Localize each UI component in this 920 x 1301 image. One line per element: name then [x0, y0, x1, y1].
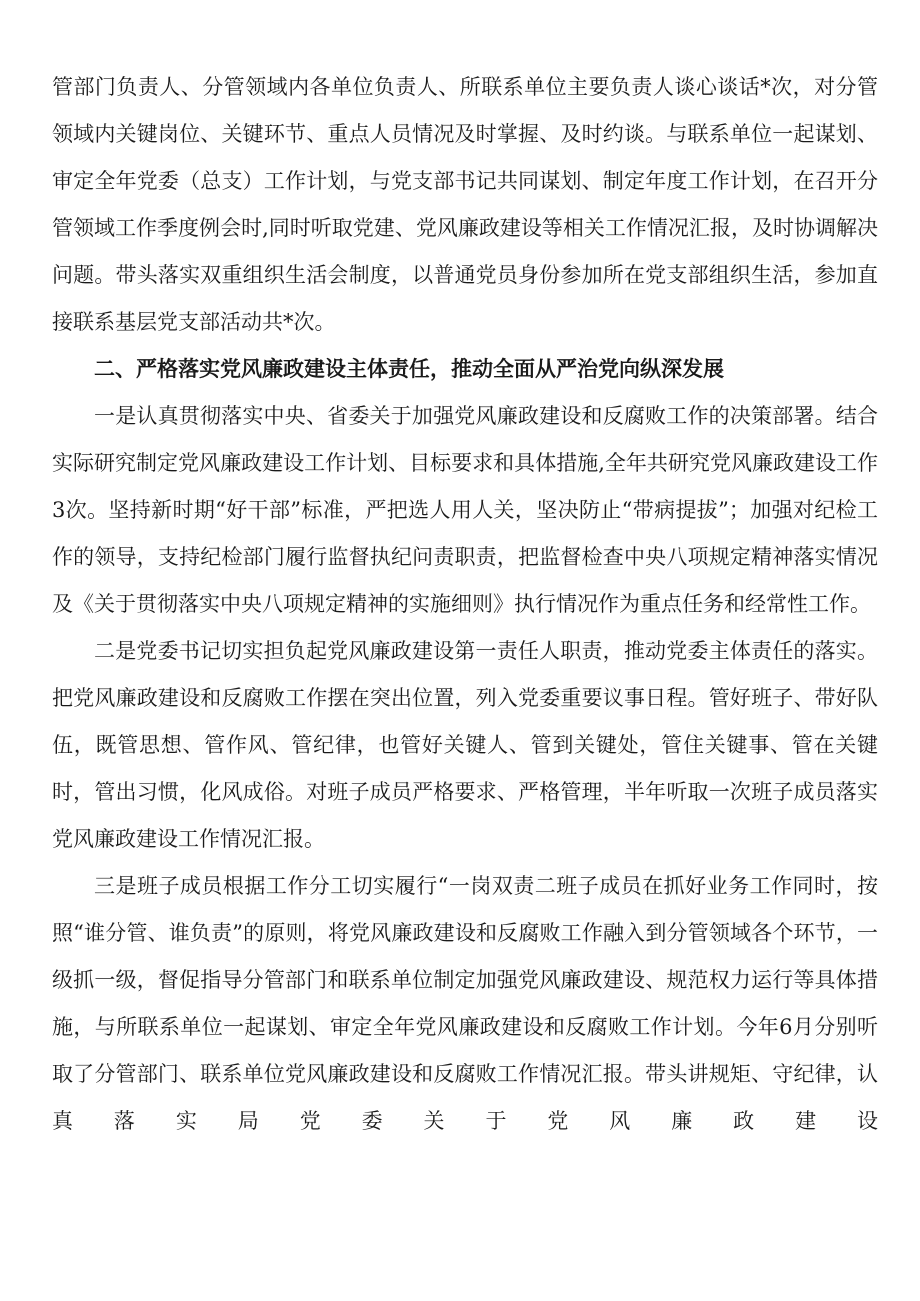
paragraph-continuation: 管部门负责人、分管领域内各单位负责人、所联系单位主要负责人谈心谈话*次，对分管领域内关键岗位、关键环节、重点人员情况及时掌握、及时约谈。与联系单位一起谋划、审定全年党委（总支）工作计划，与党支部书记共同谋划、制定年度工作计划，在召开分管领域工作季度例会时,同时听取党建、党风廉政建设等相关工作情况汇报，及时协调解决问题。带头落实双重组织生活会制度，以普通党员身份参加所在党支部组织生活，参加直接联系基层党支部活动共*次。 — [52, 75, 878, 334]
paragraph-point-three: 三是班子成员根据工作分工切实履行“一岗双责二班子成员在抓好业务工作同时，按照“谁分管、谁负责”的原则，将党风廉政建设和反腐败工作融入到分管领域各个环节，一级抓一级，督促指导分管部门和联系单位制定加强党风廉政建设、规范权力运行等具体措施，与所联系单位一起谋划、审定全年党风廉政建设和反腐败工作计划。今年6月分别听取了分管部门、联系单位党风廉政建设和反腐败工作情况汇报。带头讲规矩、守纪律，认真落实局党委关于党风廉政建设 — [52, 874, 878, 1133]
section-heading: 二、严格落实党风廉政建设主体责任，推动全面从严治党向纵深发展 — [94, 357, 724, 381]
paragraph-point-two: 二是党委书记切实担负起党风廉政建设第一责任人职责，推动党委主体责任的落实。把党风廉政建设和反腐败工作摆在突出位置，列入党委重要议事日程。管好班子、带好队伍，既管思想、管作风、管纪律，也管好关键人、管到关键处，管住关键事、管在关键时，管出习惯，化风成俗。对班子成员严格要求、严格管理，半年听取一次班子成员落实党风廉政建设工作情况汇报。 — [52, 639, 878, 851]
paragraph-point-one: 一是认真贯彻落实中央、省委关于加强党风廉政建设和反腐败工作的决策部署。结合实际研究制定党风廉政建设工作计划、目标要求和具体措施,全年共研究党风廉政建设工作3次。坚持新时期“好干部”标准，严把选人用人关，坚决防止“带病提拔”；加强对纪检工作的领导，支持纪检部门履行监督执纪问责职责，把监督检查中央八项规定精神落实情况及《关于贯彻落实中央八项规定精神的实施细则》执行情况作为重点任务和经常性工作。 — [52, 404, 878, 616]
